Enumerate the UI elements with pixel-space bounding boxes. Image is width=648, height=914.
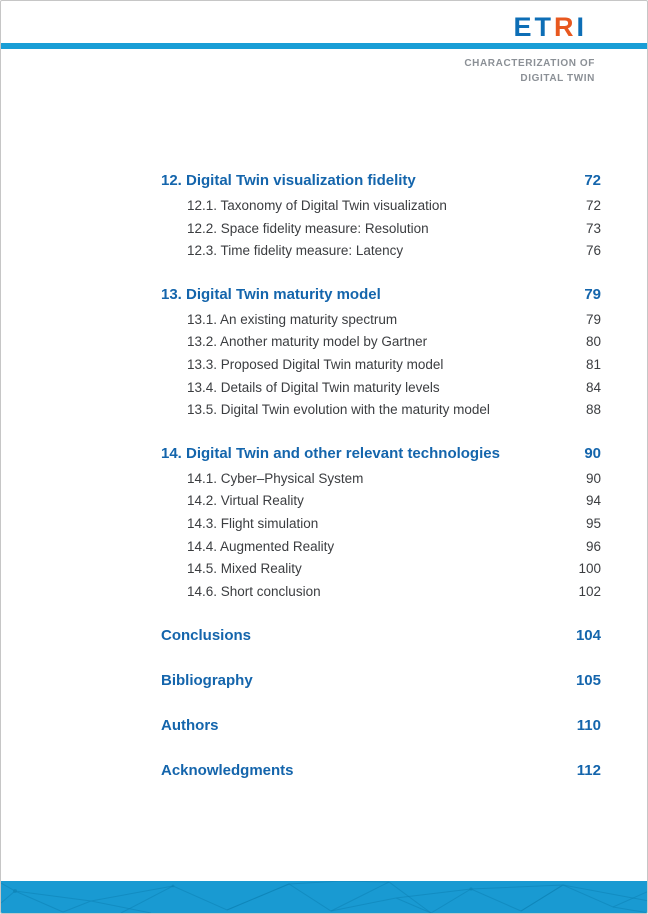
toc-section-page: 79	[584, 285, 601, 303]
toc-entry-page: 81	[585, 356, 601, 372]
header-divider-rule	[1, 43, 647, 49]
toc-section-heading[interactable]	[161, 285, 601, 307]
polygon-mesh-decoration	[1, 881, 647, 913]
toc-entry-label: 14.6. Short conclusion	[187, 583, 321, 599]
toc-section	[161, 285, 601, 422]
toc-entry-label: 14.4. Augmented Reality	[187, 538, 335, 554]
toc-entry[interactable]	[161, 240, 601, 263]
toc-section-title: 13. Digital Twin maturity model	[161, 285, 381, 303]
toc-entry-label: 13.5. Digital Twin evolution with the maturity model	[187, 402, 490, 418]
logo-text-orange: R	[553, 12, 577, 42]
toc-entry-page: 79	[585, 311, 601, 327]
toc-section-heading[interactable]	[161, 444, 601, 466]
toc-backmatter-acknowledgments[interactable]	[161, 760, 601, 784]
toc-entry[interactable]	[161, 218, 601, 241]
toc-entry-page: 90	[585, 470, 601, 486]
document-title-line2: DIGITAL TWIN	[520, 73, 595, 84]
toc-section	[161, 171, 601, 263]
toc-entry-page: 88	[585, 402, 601, 418]
toc-entry[interactable]	[161, 513, 601, 536]
toc-entry[interactable]	[161, 354, 601, 377]
toc-entry[interactable]	[161, 558, 601, 581]
toc-entry-page: 105	[575, 672, 601, 690]
logo-text-blue2: I	[576, 12, 587, 42]
toc-entry-page: 80	[585, 334, 601, 350]
toc-entry-page: 73	[585, 220, 601, 236]
toc-section-title: 14. Digital Twin and other relevant technologies	[161, 444, 500, 462]
toc-entry-label: Bibliography	[161, 672, 253, 690]
toc-entry-label: 13.3. Proposed Digital Twin maturity model	[187, 356, 444, 372]
toc-entry[interactable]	[161, 468, 601, 491]
toc-entry-label: 12.2. Space fidelity measure: Resolution	[187, 220, 429, 236]
etri-logo	[513, 14, 587, 41]
toc-entry-label: 14.3. Flight simulation	[187, 515, 319, 531]
toc-entry[interactable]	[161, 536, 601, 559]
table-of-contents	[161, 171, 601, 784]
document-title	[464, 56, 595, 86]
toc-entry-page: 112	[576, 762, 601, 780]
toc-backmatter-bibliography[interactable]	[161, 670, 601, 694]
toc-entry-page: 72	[585, 198, 601, 213]
toc-section-heading[interactable]	[161, 171, 601, 193]
toc-entry-label: 13.2. Another maturity model by Gartner	[187, 334, 428, 350]
document-title-line1: CHARACTERIZATION OF	[464, 58, 595, 69]
toc-entry-page: 102	[578, 583, 601, 599]
toc-section-page: 72	[584, 172, 601, 189]
toc-entry-page: 100	[578, 561, 601, 577]
toc-entry-page: 76	[585, 243, 601, 259]
toc-entry-label: 13.1. An existing maturity spectrum	[187, 311, 398, 327]
toc-entry-page: 94	[585, 493, 601, 509]
toc-entry-page: 104	[575, 627, 601, 645]
toc-entry-label: Acknowledgments	[161, 762, 294, 780]
toc-entry[interactable]	[161, 581, 601, 604]
toc-entry-label: Authors	[161, 717, 219, 735]
toc-entry-page: 96	[585, 538, 601, 554]
toc-entry-label: 12.1. Taxonomy of Digital Twin visualization	[187, 198, 447, 213]
toc-entry[interactable]	[161, 309, 601, 332]
logo-text-blue: ET	[513, 12, 554, 42]
toc-entry-label: Conclusions	[161, 627, 252, 645]
toc-entry[interactable]	[161, 377, 601, 400]
footer-band	[1, 881, 647, 913]
toc-section-title: 12. Digital Twin visualization fidelity	[161, 172, 416, 189]
toc-backmatter-authors[interactable]	[161, 715, 601, 739]
toc-section	[161, 444, 601, 604]
toc-entry-label: 13.4. Details of Digital Twin maturity levels	[187, 379, 440, 395]
toc-entry-label: 12.3. Time fidelity measure: Latency	[187, 243, 404, 259]
toc-entry-page: 110	[576, 717, 601, 735]
toc-entry[interactable]	[161, 195, 601, 218]
toc-entry[interactable]	[161, 331, 601, 354]
toc-entry-page: 95	[585, 515, 601, 531]
toc-entry-label: 14.5. Mixed Reality	[187, 561, 302, 577]
toc-section-page: 90	[584, 444, 601, 462]
toc-entry[interactable]	[161, 490, 601, 513]
toc-entry-page: 84	[585, 379, 601, 395]
toc-entry-label: 14.1. Cyber–Physical System	[187, 470, 364, 486]
toc-backmatter-conclusions[interactable]	[161, 625, 601, 649]
toc-entry-label: 14.2. Virtual Reality	[187, 493, 304, 509]
toc-entry[interactable]	[161, 399, 601, 422]
